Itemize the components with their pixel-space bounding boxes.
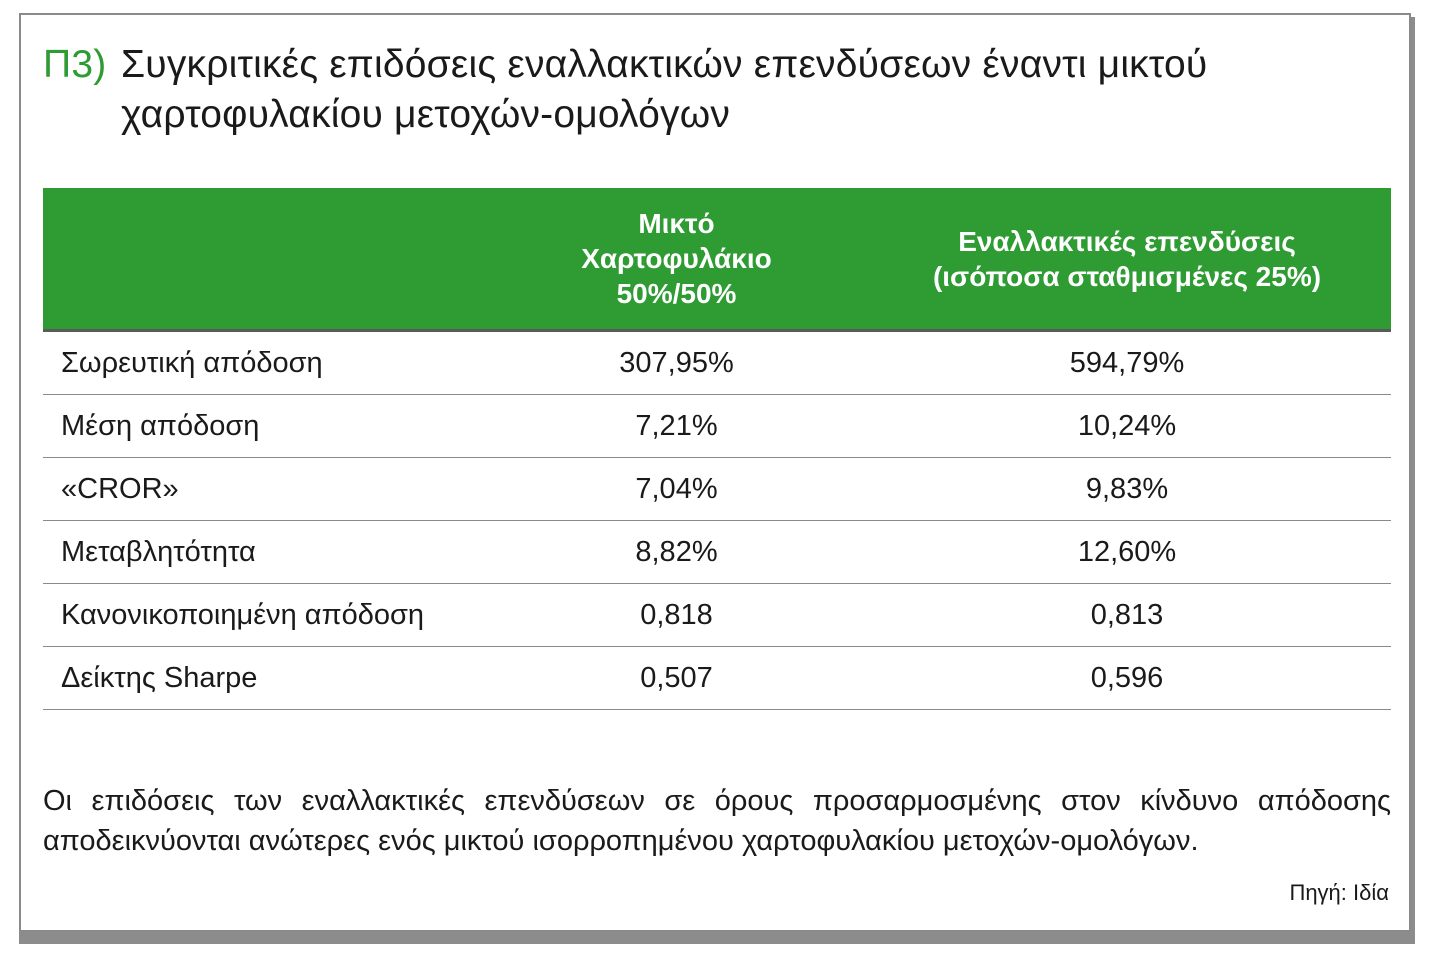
table-row [43,331,1391,395]
figure-title-text [121,40,1321,140]
table-header-row [43,188,1391,331]
frame-shadow-right [1411,17,1415,944]
row-value-alternative: 0,596 [863,647,1391,710]
row-value-alternative: 9,83% [863,458,1391,521]
header-mixed-line-3: 50%/50% [616,278,737,309]
row-label: Μεταβλητότητα [43,521,490,584]
header-mixed-line-1: Μικτό [638,208,715,239]
row-label: Μέση απόδοση [43,395,490,458]
figure-title-line-2: χαρτοφυλακίου μετοχών-ομολόγων [121,93,731,136]
table-row [43,647,1391,710]
row-value-mixed: 0,818 [490,584,863,647]
comparison-table [43,188,1391,710]
header-alt-line-2: (ισόποσα σταθμισμένες 25%) [932,260,1322,292]
figure-number: Π3) [43,43,107,86]
row-value-mixed: 0,507 [490,647,863,710]
row-value-alternative: 10,24% [863,395,1391,458]
row-label: Σωρευτική απόδοση [43,331,490,395]
header-alternative-investments [863,188,1391,331]
row-value-alternative: 12,60% [863,521,1391,584]
header-alt-line-1: Εναλλακτικές επενδύσεις [958,225,1296,257]
table-row [43,395,1391,458]
row-label: «CROR» [43,458,490,521]
header-label-cell [43,188,490,331]
table-row [43,458,1391,521]
row-value-alternative: 594,79% [863,331,1391,395]
row-value-mixed: 8,82% [490,521,863,584]
row-value-mixed: 7,04% [490,458,863,521]
frame-shadow-bottom [19,932,1415,944]
header-mixed-portfolio [490,188,863,331]
source-caption: Πηγή: Ιδία [1289,880,1389,905]
row-value-mixed: 307,95% [490,331,863,395]
row-value-alternative: 0,813 [863,584,1391,647]
table-row [43,584,1391,647]
figure-title-line-1: Συγκριτικές επιδόσεις εναλλακτικών επενδύσεων έναντι μικτού [121,43,1208,86]
summary-note: Οι επιδόσεις των εναλλακτικές επενδύσεων σε όρους προσαρμοσμένης στον κίνδυνο απόδοσης αποδεικνύονται ανώτερες ενός μικτού ισορροπημένου χαρτοφυλακίου μετοχών-ομολόγων. [43,785,1391,857]
row-value-mixed: 7,21% [490,395,863,458]
row-label: Δείκτης Sharpe [43,647,490,710]
table-row [43,521,1391,584]
header-mixed-line-2: Χαρτοφυλάκιο [581,243,772,274]
row-label: Κανονικοποιημένη απόδοση [43,584,490,647]
